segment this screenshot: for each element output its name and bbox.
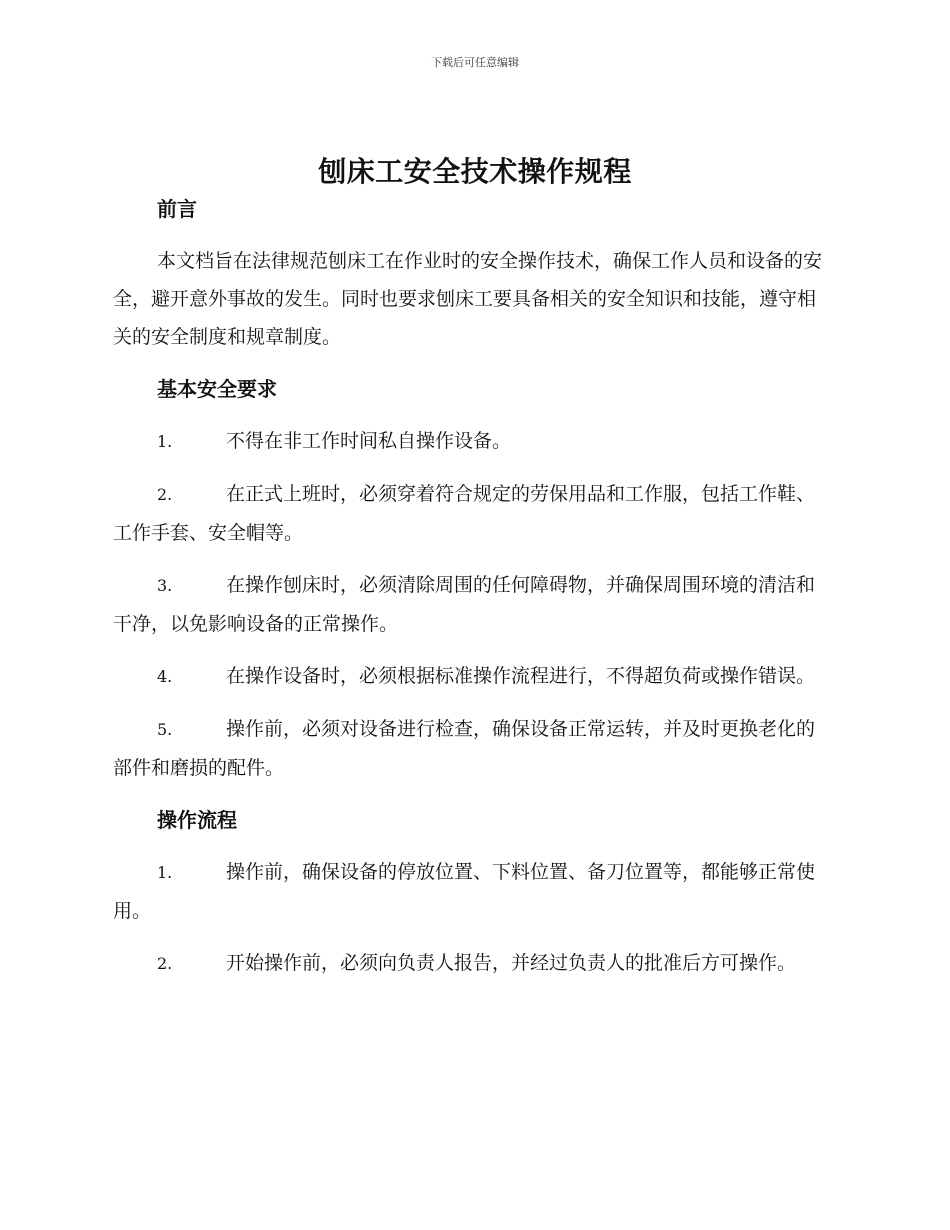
document-body bbox=[113, 190, 833, 983]
section-heading-basic-safety: 基本安全要求 bbox=[157, 377, 277, 401]
list-item-text: 在操作设备时，必须根据标准操作流程进行，不得超负荷或操作错误。 bbox=[226, 665, 816, 687]
section-heading-procedure: 操作流程 bbox=[157, 808, 237, 832]
list-item-text: 操作前，必须对设备进行检查，确保设备正常运转，并及时更换老化的部件和磨损的配件。 bbox=[113, 718, 816, 779]
list-item-text: 在操作刨床时，必须清除周围的任何障碍物，并确保周围环境的清洁和干净，以免影响设备的正常操作。 bbox=[113, 574, 816, 635]
list-item-number: 1. bbox=[157, 863, 173, 882]
list-item bbox=[113, 944, 833, 983]
list-item bbox=[113, 710, 833, 787]
list-item-text: 不得在非工作时间私自操作设备。 bbox=[226, 430, 512, 452]
list-item-text: 在正式上班时，必须穿着符合规定的劳保用品和工作服，包括工作鞋、工作手套、安全帽等。 bbox=[113, 483, 816, 544]
list-item bbox=[113, 657, 833, 696]
list-item bbox=[113, 566, 833, 643]
list-item bbox=[113, 422, 833, 461]
list-item-number: 3. bbox=[157, 576, 173, 595]
list-item-number: 4. bbox=[157, 667, 173, 686]
list-item-text: 操作前，确保设备的停放位置、下料位置、备刀位置等，都能够正常使用。 bbox=[113, 861, 816, 922]
list-item-number: 2. bbox=[157, 485, 173, 504]
list-item-number: 1. bbox=[157, 432, 173, 451]
document-title: 刨床工安全技术操作规程 bbox=[318, 155, 632, 188]
list-item-number: 2. bbox=[157, 954, 173, 973]
page-header-note: 下载后可任意编辑 bbox=[431, 56, 519, 69]
section-heading-preface: 前言 bbox=[157, 197, 197, 221]
list-item bbox=[113, 475, 833, 552]
preface-paragraph: 本文档旨在法律规范刨床工在作业时的安全操作技术，确保工作人员和设备的安全，避开意外事故的发生。同时也要求刨床工要具备相关的安全知识和技能，遵守相关的安全制度和规章制度。 bbox=[113, 250, 823, 348]
list-item-text: 开始操作前，必须向负责人报告，并经过负责人的批准后方可操作。 bbox=[226, 952, 797, 974]
list-item-number: 5. bbox=[157, 720, 173, 739]
list-item bbox=[113, 853, 833, 930]
